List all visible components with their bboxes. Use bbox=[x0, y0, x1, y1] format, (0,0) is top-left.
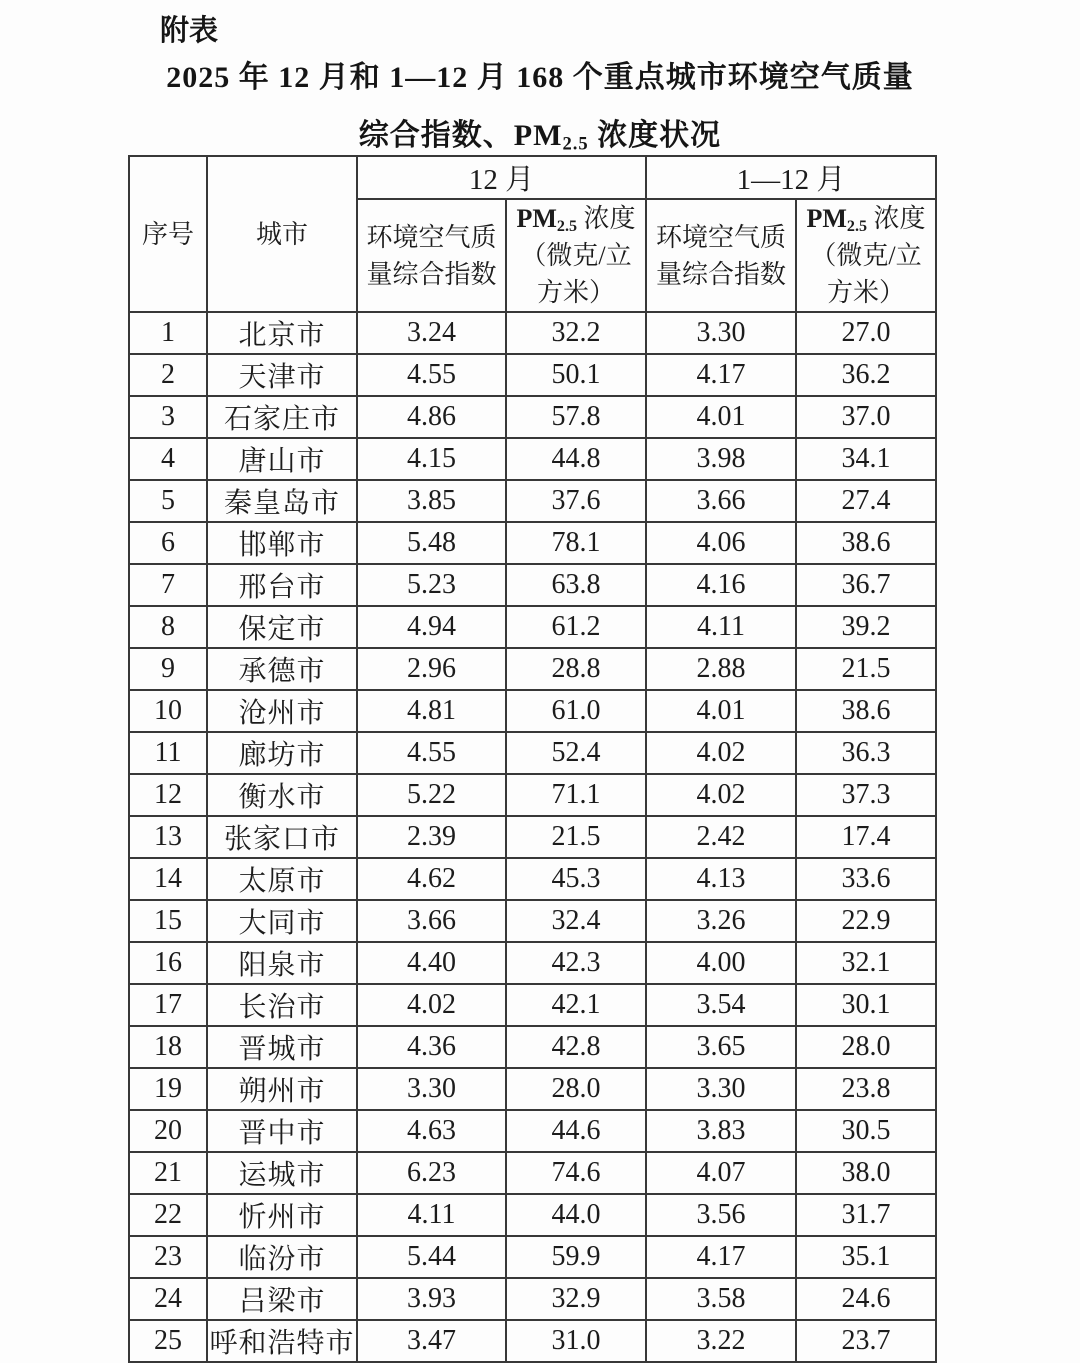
cell-year-index: 4.00 bbox=[646, 942, 796, 984]
table-row bbox=[129, 438, 936, 480]
cell-year-pm25: 37.3 bbox=[796, 774, 936, 816]
cell-december-pm25: 37.6 bbox=[506, 480, 646, 522]
table-row bbox=[129, 732, 936, 774]
cell-year-pm25: 30.1 bbox=[796, 984, 936, 1026]
cell-city-name: 朔州市 bbox=[207, 1068, 357, 1110]
pm25-subscript: 2.5 bbox=[556, 218, 578, 236]
cell-december-pm25: 32.9 bbox=[506, 1278, 646, 1320]
table-row bbox=[129, 480, 936, 522]
header-dec-pm25-line1 bbox=[507, 200, 645, 237]
cell-row-number: 3 bbox=[129, 396, 207, 438]
cell-year-pm25: 22.9 bbox=[796, 900, 936, 942]
cell-december-pm25: 21.5 bbox=[506, 816, 646, 858]
cell-year-index: 4.11 bbox=[646, 606, 796, 648]
cell-city-name: 吕梁市 bbox=[207, 1278, 357, 1320]
table-row bbox=[129, 1236, 936, 1278]
cell-year-index: 4.06 bbox=[646, 522, 796, 564]
header-dec-pm25-line2: （微克/立 bbox=[520, 241, 632, 270]
cell-row-number: 7 bbox=[129, 564, 207, 606]
cell-year-pm25: 30.5 bbox=[796, 1110, 936, 1152]
cell-city-name: 唐山市 bbox=[207, 438, 357, 480]
cell-city-name: 北京市 bbox=[207, 312, 357, 354]
cell-row-number: 25 bbox=[129, 1320, 207, 1362]
cell-row-number: 17 bbox=[129, 984, 207, 1026]
table-row bbox=[129, 900, 936, 942]
cell-year-pm25: 24.6 bbox=[796, 1278, 936, 1320]
cell-december-pm25: 44.6 bbox=[506, 1110, 646, 1152]
cell-row-number: 5 bbox=[129, 480, 207, 522]
cell-december-index: 5.22 bbox=[357, 774, 506, 816]
header-year-pm25-line3: 方米） bbox=[827, 278, 906, 307]
pm25-subscript: 2.5 bbox=[562, 133, 589, 155]
cell-year-pm25: 27.0 bbox=[796, 312, 936, 354]
cell-row-number: 19 bbox=[129, 1068, 207, 1110]
table-row bbox=[129, 564, 936, 606]
table-row bbox=[129, 312, 936, 354]
cell-year-pm25: 36.7 bbox=[796, 564, 936, 606]
cell-december-pm25: 71.1 bbox=[506, 774, 646, 816]
table-body bbox=[129, 312, 936, 1362]
cell-year-index: 4.17 bbox=[646, 1236, 796, 1278]
header-year-index-line1: 环境空气质 bbox=[656, 222, 787, 252]
cell-december-index: 3.93 bbox=[357, 1278, 506, 1320]
table-row bbox=[129, 1110, 936, 1152]
cell-row-number: 11 bbox=[129, 732, 207, 774]
cell-year-index: 3.65 bbox=[646, 1026, 796, 1068]
cell-december-pm25: 32.2 bbox=[506, 312, 646, 354]
cell-city-name: 大同市 bbox=[207, 900, 357, 942]
cell-december-index: 4.15 bbox=[357, 438, 506, 480]
cell-year-index: 4.17 bbox=[646, 354, 796, 396]
cell-row-number: 9 bbox=[129, 648, 207, 690]
cell-city-name: 衡水市 bbox=[207, 774, 357, 816]
cell-december-pm25: 28.8 bbox=[506, 648, 646, 690]
cell-year-index: 3.66 bbox=[646, 480, 796, 522]
cell-december-pm25: 63.8 bbox=[506, 564, 646, 606]
cell-city-name: 忻州市 bbox=[207, 1194, 357, 1236]
cell-year-index: 3.56 bbox=[646, 1194, 796, 1236]
table-row bbox=[129, 606, 936, 648]
table-row bbox=[129, 354, 936, 396]
cell-december-pm25: 52.4 bbox=[506, 732, 646, 774]
header-year-index-line2: 量综合指数 bbox=[656, 259, 787, 289]
cell-year-index: 3.26 bbox=[646, 900, 796, 942]
pm-concentration-label: 浓度 bbox=[867, 204, 926, 233]
cell-city-name: 天津市 bbox=[207, 354, 357, 396]
cell-row-number: 18 bbox=[129, 1026, 207, 1068]
cell-december-index: 4.02 bbox=[357, 984, 506, 1026]
title-line2-prefix: 综合指数、PM bbox=[358, 119, 563, 152]
cell-year-pm25: 28.0 bbox=[796, 1026, 936, 1068]
cell-year-index: 4.13 bbox=[646, 858, 796, 900]
table-row bbox=[129, 774, 936, 816]
table-row bbox=[129, 396, 936, 438]
cell-december-pm25: 59.9 bbox=[506, 1236, 646, 1278]
cell-year-pm25: 37.0 bbox=[796, 396, 936, 438]
cell-december-pm25: 74.6 bbox=[506, 1152, 646, 1194]
cell-december-pm25: 28.0 bbox=[506, 1068, 646, 1110]
cell-december-pm25: 78.1 bbox=[506, 522, 646, 564]
cell-row-number: 22 bbox=[129, 1194, 207, 1236]
cell-december-pm25: 61.0 bbox=[506, 690, 646, 732]
cell-row-number: 10 bbox=[129, 690, 207, 732]
cell-city-name: 临汾市 bbox=[207, 1236, 357, 1278]
cell-december-index: 5.44 bbox=[357, 1236, 506, 1278]
cell-row-number: 15 bbox=[129, 900, 207, 942]
cell-city-name: 晋城市 bbox=[207, 1026, 357, 1068]
cell-december-index: 5.23 bbox=[357, 564, 506, 606]
header-year-index bbox=[646, 199, 796, 312]
cell-december-index: 3.30 bbox=[357, 1068, 506, 1110]
cell-december-pm25: 31.0 bbox=[506, 1320, 646, 1362]
cell-december-index: 4.94 bbox=[357, 606, 506, 648]
cell-december-index: 6.23 bbox=[357, 1152, 506, 1194]
header-city: 城市 bbox=[207, 156, 357, 312]
cell-city-name: 保定市 bbox=[207, 606, 357, 648]
cell-december-index: 3.85 bbox=[357, 480, 506, 522]
document-title-line1: 2025 年 12 月和 1—12 月 168 个重点城市环境空气质量 bbox=[166, 61, 914, 94]
cell-city-name: 张家口市 bbox=[207, 816, 357, 858]
cell-year-index: 4.02 bbox=[646, 774, 796, 816]
cell-row-number: 20 bbox=[129, 1110, 207, 1152]
table-row bbox=[129, 984, 936, 1026]
cell-year-index: 4.02 bbox=[646, 732, 796, 774]
cell-year-pm25: 27.4 bbox=[796, 480, 936, 522]
cell-row-number: 14 bbox=[129, 858, 207, 900]
cell-row-number: 23 bbox=[129, 1236, 207, 1278]
cell-december-index: 3.47 bbox=[357, 1320, 506, 1362]
cell-year-index: 3.83 bbox=[646, 1110, 796, 1152]
table-row bbox=[129, 1026, 936, 1068]
cell-row-number: 2 bbox=[129, 354, 207, 396]
cell-year-index: 4.01 bbox=[646, 396, 796, 438]
cell-december-index: 4.36 bbox=[357, 1026, 506, 1068]
cell-row-number: 24 bbox=[129, 1278, 207, 1320]
cell-city-name: 廊坊市 bbox=[207, 732, 357, 774]
pm25-subscript: 2.5 bbox=[846, 218, 868, 236]
header-year-pm25 bbox=[796, 199, 936, 312]
table-row bbox=[129, 690, 936, 732]
cell-year-index: 2.42 bbox=[646, 816, 796, 858]
cell-year-pm25: 38.6 bbox=[796, 690, 936, 732]
cell-row-number: 6 bbox=[129, 522, 207, 564]
cell-year-index: 3.98 bbox=[646, 438, 796, 480]
cell-city-name: 呼和浩特市 bbox=[207, 1320, 357, 1362]
pm-label: PM bbox=[516, 204, 557, 233]
cell-december-pm25: 32.4 bbox=[506, 900, 646, 942]
cell-year-pm25: 36.2 bbox=[796, 354, 936, 396]
cell-december-pm25: 44.0 bbox=[506, 1194, 646, 1236]
cell-year-index: 3.54 bbox=[646, 984, 796, 1026]
cell-year-index: 3.58 bbox=[646, 1278, 796, 1320]
cell-row-number: 12 bbox=[129, 774, 207, 816]
header-group-row bbox=[129, 156, 936, 199]
header-year-pm25-line1 bbox=[797, 200, 935, 237]
cell-december-pm25: 61.2 bbox=[506, 606, 646, 648]
cell-row-number: 16 bbox=[129, 942, 207, 984]
cell-december-index: 3.66 bbox=[357, 900, 506, 942]
table-row bbox=[129, 1068, 936, 1110]
cell-december-pm25: 42.3 bbox=[506, 942, 646, 984]
appendix-label: 附表 bbox=[160, 15, 219, 47]
air-quality-table bbox=[128, 155, 937, 1363]
cell-year-index: 2.88 bbox=[646, 648, 796, 690]
cell-year-pm25: 35.1 bbox=[796, 1236, 936, 1278]
cell-year-pm25: 17.4 bbox=[796, 816, 936, 858]
cell-row-number: 21 bbox=[129, 1152, 207, 1194]
header-dec-pm25-line3: 方米） bbox=[537, 278, 616, 307]
cell-december-pm25: 42.1 bbox=[506, 984, 646, 1026]
header-dec-index-line2: 量综合指数 bbox=[366, 259, 497, 289]
cell-year-pm25: 39.2 bbox=[796, 606, 936, 648]
cell-december-pm25: 57.8 bbox=[506, 396, 646, 438]
cell-december-index: 4.86 bbox=[357, 396, 506, 438]
cell-year-pm25: 23.7 bbox=[796, 1320, 936, 1362]
cell-year-pm25: 38.0 bbox=[796, 1152, 936, 1194]
cell-city-name: 邯郸市 bbox=[207, 522, 357, 564]
header-dec-index-line1: 环境空气质 bbox=[366, 222, 497, 252]
cell-december-pm25: 45.3 bbox=[506, 858, 646, 900]
cell-city-name: 长治市 bbox=[207, 984, 357, 1026]
table-row bbox=[129, 1152, 936, 1194]
title-line2-suffix: 浓度状况 bbox=[588, 119, 722, 152]
cell-year-index: 3.30 bbox=[646, 312, 796, 354]
cell-december-index: 3.24 bbox=[357, 312, 506, 354]
cell-year-pm25: 36.3 bbox=[796, 732, 936, 774]
cell-december-index: 4.81 bbox=[357, 690, 506, 732]
cell-year-pm25: 38.6 bbox=[796, 522, 936, 564]
table-row bbox=[129, 858, 936, 900]
header-dec-index bbox=[357, 199, 506, 312]
document-title-line2 bbox=[0, 110, 1080, 154]
cell-december-index: 4.62 bbox=[357, 858, 506, 900]
cell-year-index: 3.30 bbox=[646, 1068, 796, 1110]
cell-year-index: 4.01 bbox=[646, 690, 796, 732]
cell-december-index: 4.63 bbox=[357, 1110, 506, 1152]
cell-year-pm25: 32.1 bbox=[796, 942, 936, 984]
cell-year-pm25: 33.6 bbox=[796, 858, 936, 900]
cell-year-pm25: 34.1 bbox=[796, 438, 936, 480]
table-row bbox=[129, 648, 936, 690]
cell-december-index: 5.48 bbox=[357, 522, 506, 564]
cell-december-index: 4.55 bbox=[357, 732, 506, 774]
table-row bbox=[129, 1278, 936, 1320]
cell-city-name: 沧州市 bbox=[207, 690, 357, 732]
cell-city-name: 秦皇岛市 bbox=[207, 480, 357, 522]
cell-city-name: 运城市 bbox=[207, 1152, 357, 1194]
cell-year-index: 4.07 bbox=[646, 1152, 796, 1194]
cell-row-number: 1 bbox=[129, 312, 207, 354]
cell-city-name: 邢台市 bbox=[207, 564, 357, 606]
cell-year-pm25: 23.8 bbox=[796, 1068, 936, 1110]
cell-december-pm25: 44.8 bbox=[506, 438, 646, 480]
header-group-december: 12 月 bbox=[357, 156, 646, 199]
cell-december-index: 2.96 bbox=[357, 648, 506, 690]
cell-row-number: 4 bbox=[129, 438, 207, 480]
table-row bbox=[129, 1194, 936, 1236]
cell-city-name: 承德市 bbox=[207, 648, 357, 690]
cell-city-name: 石家庄市 bbox=[207, 396, 357, 438]
table-row bbox=[129, 942, 936, 984]
header-dec-pm25 bbox=[506, 199, 646, 312]
cell-year-index: 3.22 bbox=[646, 1320, 796, 1362]
table-row bbox=[129, 522, 936, 564]
table-header bbox=[129, 156, 936, 312]
cell-december-index: 4.55 bbox=[357, 354, 506, 396]
header-group-year: 1—12 月 bbox=[646, 156, 936, 199]
pm-label: PM bbox=[806, 204, 847, 233]
cell-december-index: 4.40 bbox=[357, 942, 506, 984]
header-year-pm25-line2: （微克/立 bbox=[810, 241, 922, 270]
pm-concentration-label: 浓度 bbox=[577, 204, 636, 233]
cell-december-pm25: 50.1 bbox=[506, 354, 646, 396]
cell-city-name: 太原市 bbox=[207, 858, 357, 900]
cell-city-name: 晋中市 bbox=[207, 1110, 357, 1152]
header-row-number: 序号 bbox=[129, 156, 207, 312]
cell-row-number: 8 bbox=[129, 606, 207, 648]
cell-december-index: 4.11 bbox=[357, 1194, 506, 1236]
cell-year-index: 4.16 bbox=[646, 564, 796, 606]
table-row bbox=[129, 1320, 936, 1362]
table-row bbox=[129, 816, 936, 858]
cell-row-number: 13 bbox=[129, 816, 207, 858]
cell-december-pm25: 42.8 bbox=[506, 1026, 646, 1068]
cell-year-pm25: 21.5 bbox=[796, 648, 936, 690]
cell-year-pm25: 31.7 bbox=[796, 1194, 936, 1236]
cell-city-name: 阳泉市 bbox=[207, 942, 357, 984]
cell-december-index: 2.39 bbox=[357, 816, 506, 858]
